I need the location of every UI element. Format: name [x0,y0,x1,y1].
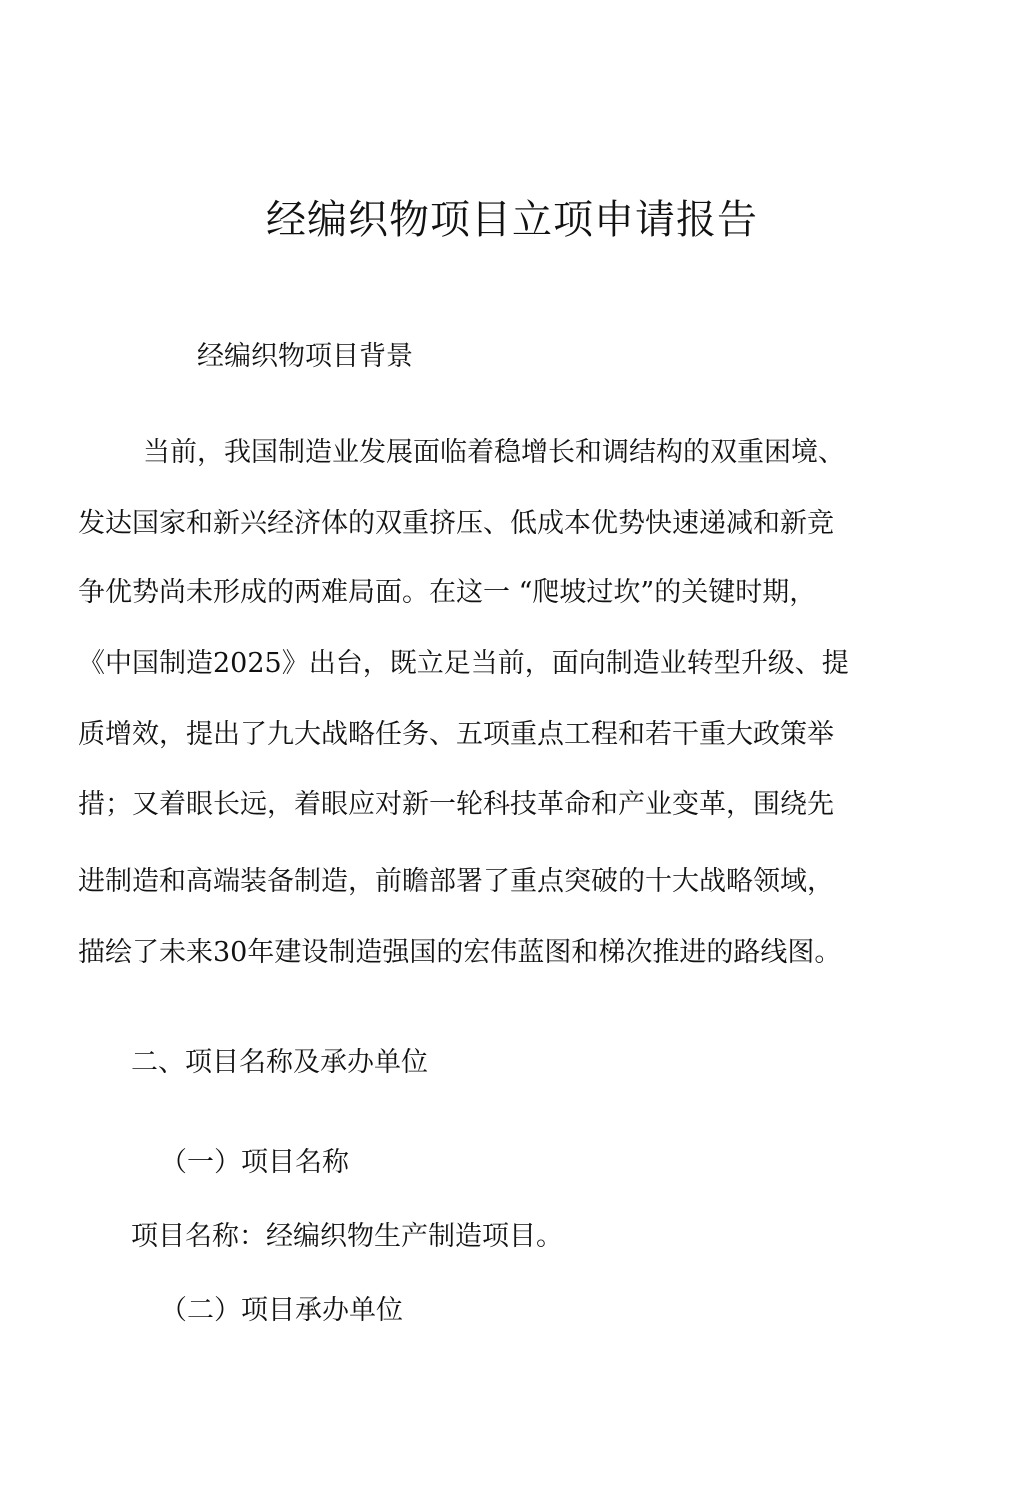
paragraph-line: 进制造和高端装备制造，前瞻部署了重点突破的十大战略领域， [78,866,834,897]
paragraph-line: 《中国制造2025》出台，既立足当前，面向制造业转型升级、提 [78,648,849,679]
paragraph-line: 质增效，提出了九大战略任务、五项重点工程和若干重大政策举 [78,719,834,750]
sub2-heading: （二）项目承办单位 [160,1295,403,1326]
paragraph-line: 争优势尚未形成的两难局面。在这一 “爬坡过坎”的关键时期， [78,577,817,608]
paragraph-line: 当前，我国制造业发展面临着稳增长和调结构的双重困境、 [143,437,845,468]
sub1-heading: （一）项目名称 [160,1147,349,1178]
paragraph-line: 发达国家和新兴经济体的双重挤压、低成本优势快速递减和新竞 [78,508,834,539]
paragraph-line: 描绘了未来30年建设制造强国的宏伟蓝图和梯次推进的路线图。 [78,937,842,968]
project-name-line: 项目名称：经编织物生产制造项目。 [131,1221,563,1252]
background-heading: 经编织物项目背景 [197,341,413,372]
section2-heading: 二、项目名称及承办单位 [131,1047,428,1078]
document-title: 经编织物项目立项申请报告 [266,197,758,243]
paragraph-line: 措；又着眼长远，着眼应对新一轮科技革命和产业变革，围绕先 [78,789,834,820]
